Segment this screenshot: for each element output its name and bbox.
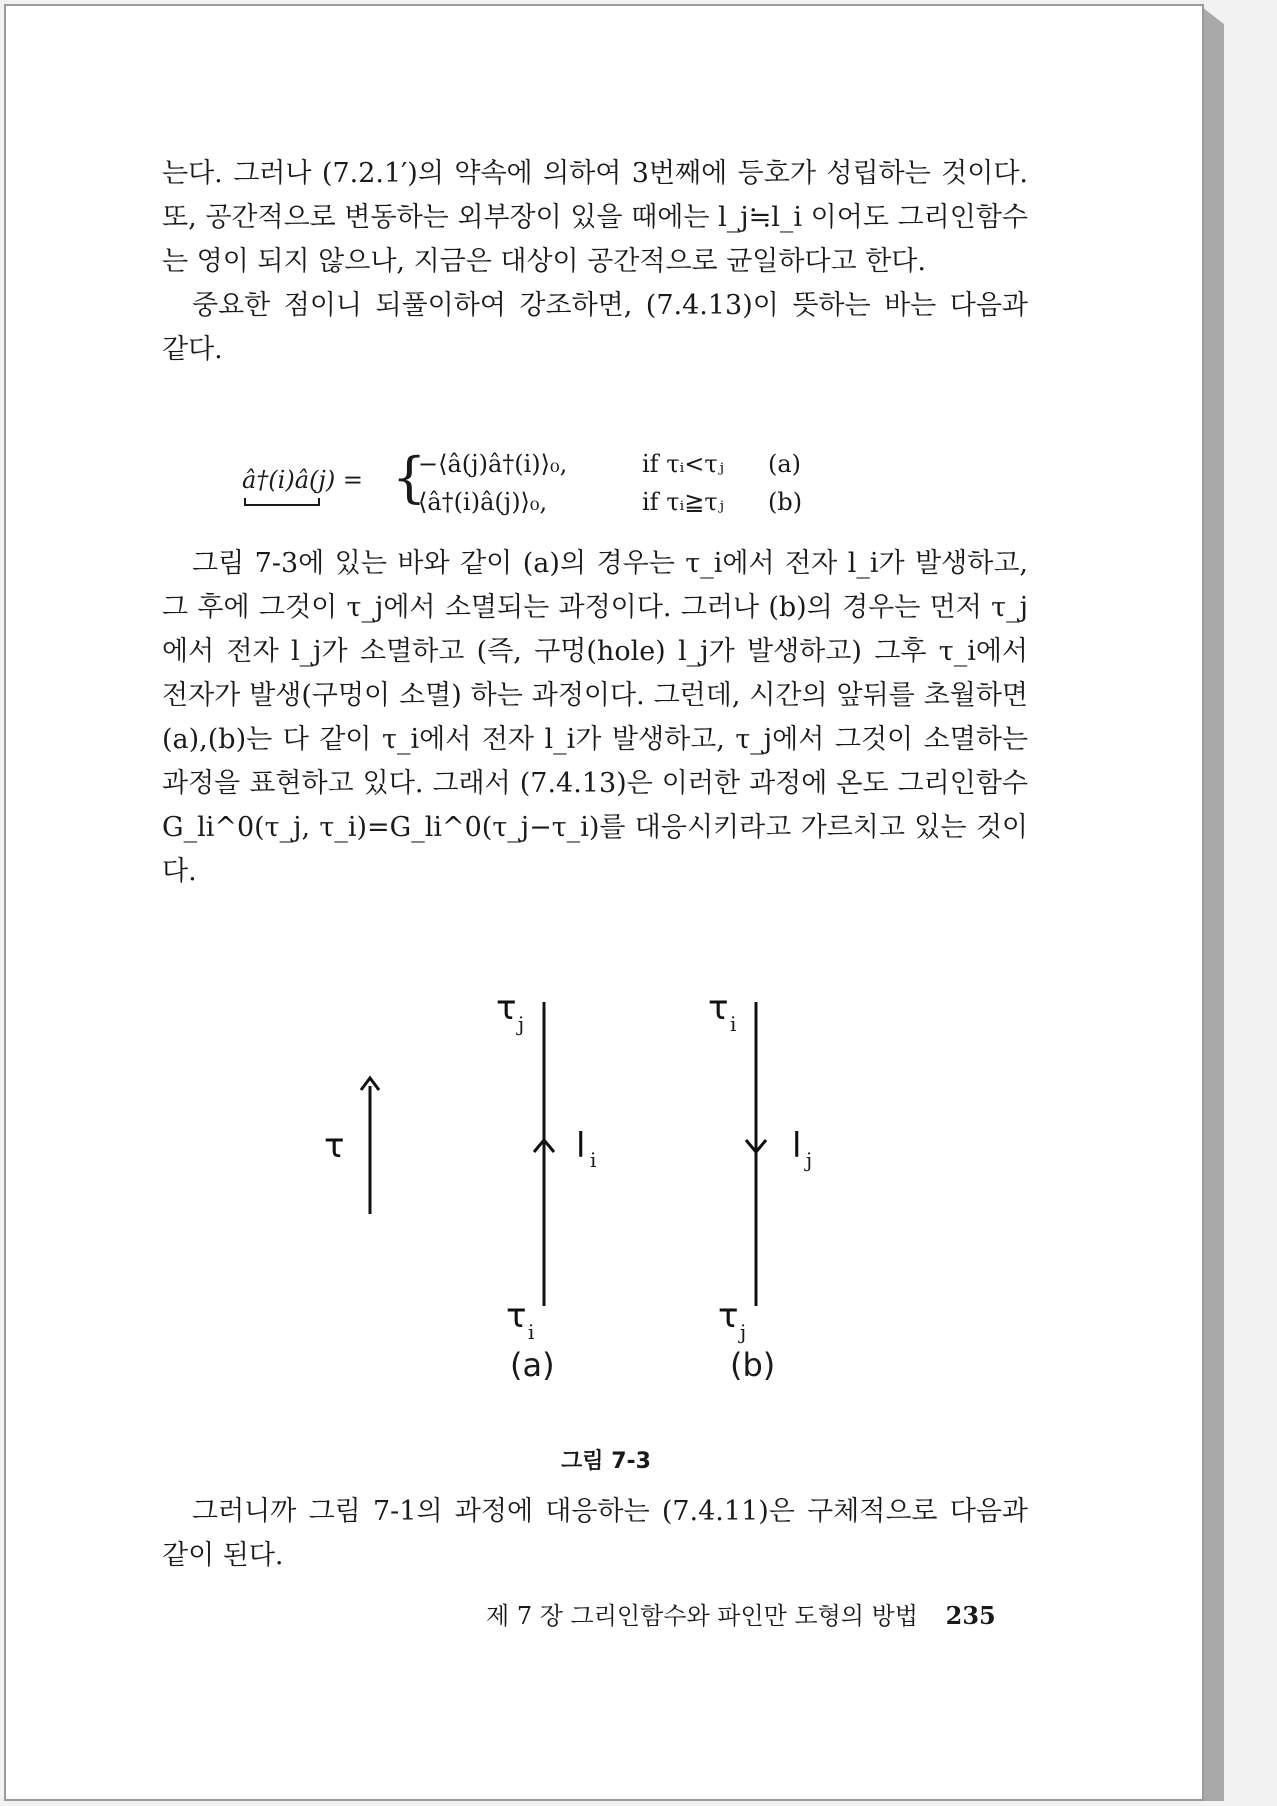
tau-axis-label: τ [324, 1126, 345, 1166]
label-b-bottom-sub: j [740, 1320, 747, 1344]
page-number: 235 [945, 1601, 996, 1630]
panel-label-a: (a) [510, 1346, 555, 1384]
equation-lhs: â†(i)â(j) = [242, 466, 363, 494]
label-a-mid: l [576, 1126, 586, 1166]
label-a-bottom-sub: i [528, 1320, 535, 1344]
label-b-mid-sub: j [806, 1148, 813, 1172]
figure-caption: 그림 7-3 [561, 1449, 651, 1474]
figure-lines [6, 966, 1206, 1386]
figure-7-3 [6, 966, 1206, 1386]
equation-case-b: ⟨â†(i)â(j)⟩₀, [418, 488, 548, 516]
equation-condition-b: if τᵢ≧τⱼ [642, 488, 725, 516]
label-a-top-sub: j [518, 1012, 525, 1036]
equation-condition-a: if τᵢ<τⱼ [642, 450, 725, 478]
contraction-bracket [244, 498, 320, 506]
label-a-top: τ [496, 988, 517, 1028]
panel-label-b: (b) [730, 1346, 776, 1384]
label-b-top-sub: i [730, 1012, 737, 1036]
paragraph-3: 그림 7-3에 있는 바와 같이 (a)의 경우는 τ_i에서 전자 l_i가 발생하고, 그 후에 그것이 τ_j에서 소멸되는 과정이다. 그러나 (b)의 경우는 먼저 τ_j에서 전자 l_j가 소멸하고 (즉, 구멍(hole) l_j가 발생하고) 그후 τ_i에서 전자가 발생(구멍이 소멸) 하는 과정이다. 그런데, 시간의 앞뒤를 초월하면 (a),(b)는 다 같이 τ_i에서 전자 l_i가 발생하고, τ_j에서 그것이 소멸하는 과정을 표현하고 있다. 그래서 (7.4.13)은 이러한 과정에 온도 그리인함수 G_li^0(τ_j, τ_i)=G_li^0(τ_j−τ_i)를 대응시키라고 가르치고 있는 것이다. [162, 548, 1028, 887]
equation-tag-b: (b) [768, 488, 803, 516]
label-a-mid-sub: i [590, 1148, 597, 1172]
page-footer [486, 1596, 996, 1631]
equation-brace: { [392, 446, 427, 509]
equation-tag-a: (a) [768, 450, 802, 478]
equation-7-4-13 [242, 446, 842, 526]
book-page [4, 4, 1204, 1801]
chapter-title: 제 7 장 그리인함수와 파인만 도형의 방법 [486, 1602, 918, 1630]
body-text-top [162, 152, 1028, 372]
paragraph-4: 그러니까 그림 7-1의 과정에 대응하는 (7.4.11)은 구체적으로 다음과 같이 된다. [162, 1496, 1028, 1571]
body-text-middle [162, 542, 1028, 894]
label-a-bottom: τ [506, 1296, 527, 1336]
equation-case-a: −⟨â(j)â†(i)⟩₀, [418, 450, 568, 478]
label-b-top: τ [708, 988, 729, 1028]
label-b-mid: l [792, 1126, 802, 1166]
paragraph-2: 중요한 점이니 되풀이하여 강조하면, (7.4.13)이 뜻하는 바는 다음과 같다. [162, 290, 1028, 365]
label-b-bottom: τ [718, 1296, 739, 1336]
paragraph-1: 는다. 그러나 (7.2.1′)의 약속에 의하여 3번째에 등호가 성립하는 것이다. 또, 공간적으로 변동하는 외부장이 있을 때에는 l_j≒l_i 이어도 그리인함수는 영이 되지 않으나, 지금은 대상이 공간적으로 균일하다고 한다. [162, 158, 1028, 277]
body-text-bottom [162, 1490, 1028, 1578]
